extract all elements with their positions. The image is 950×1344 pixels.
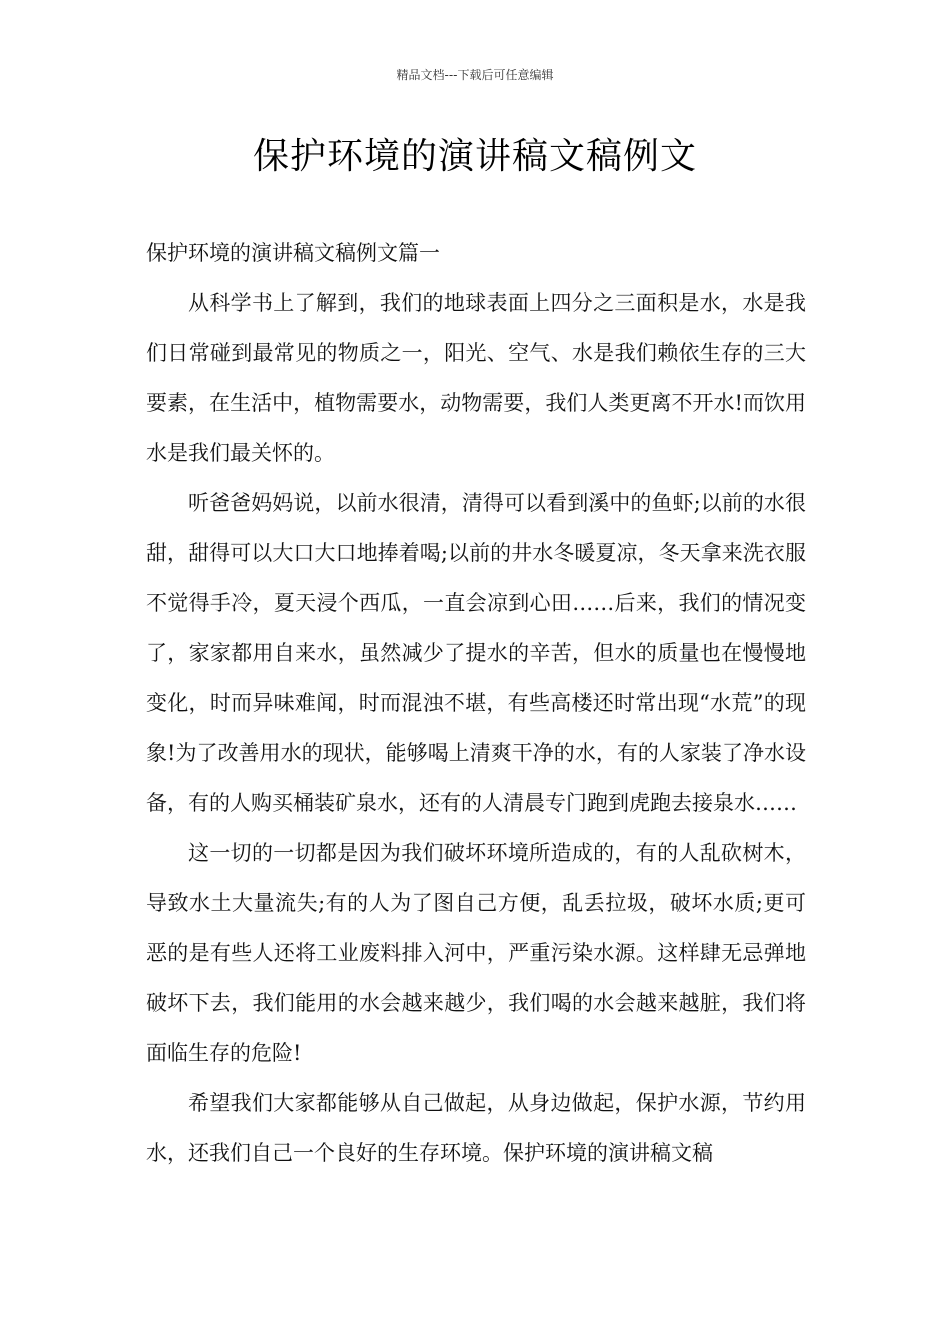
paragraph-1: 从科学书上了解到，我们的地球表面上四分之三面积是水，水是我们日常碰到最常见的物质之一，阳光、空气、水是我们赖依生存的三大要素，在生活中，植物需要水，动物需要，我们人类更离不开水!而饮用水是我们最关怀的。 <box>146 291 806 465</box>
document-body <box>146 228 806 1178</box>
paragraph-3: 这一切的一切都是因为我们破坏环境所造成的，有的人乱砍树木，导致水土大量流失;有的人为了图自己方便，乱丢拉圾，破坏水质;更可恶的是有些人还将工业废料排入河中，严重污染水源。这样肆无忌弹地破坏下去，我们能用的水会越来越少，我们喝的水会越来越脏，我们将面临生存的危险! <box>146 841 806 1065</box>
section-heading: 保护环境的演讲稿文稿例文篇一 <box>146 241 440 265</box>
header-note: 精品文档---下载后可任意编辑 <box>396 68 554 82</box>
document-title: 保护环境的演讲稿文稿例文 <box>252 136 697 177</box>
paragraph-4: 希望我们大家都能够从自己做起，从身边做起，保护水源，节约用水，还我们自己一个良好的生存环境。保护环境的演讲稿文稿 <box>146 1091 806 1165</box>
paragraph-2: 听爸爸妈妈说，以前水很清，清得可以看到溪中的鱼虾;以前的水很甜，甜得可以大口大口地捧着喝;以前的井水冬暖夏凉，冬天拿来洗衣服不觉得手冷，夏天浸个西瓜，一直会凉到心田……后来，我们的情况变了，家家都用自来水，虽然减少了提水的辛苦，但水的质量也在慢慢地变化，时而异味难闻，时而混浊不堪，有些高楼还时常出现“水荒”的现象!为了改善用水的现状，能够喝上清爽干净的水，有的人家装了净水设备，有的人购买桶装矿泉水，还有的人清晨专门跑到虎跑去接泉水…… <box>146 491 806 815</box>
